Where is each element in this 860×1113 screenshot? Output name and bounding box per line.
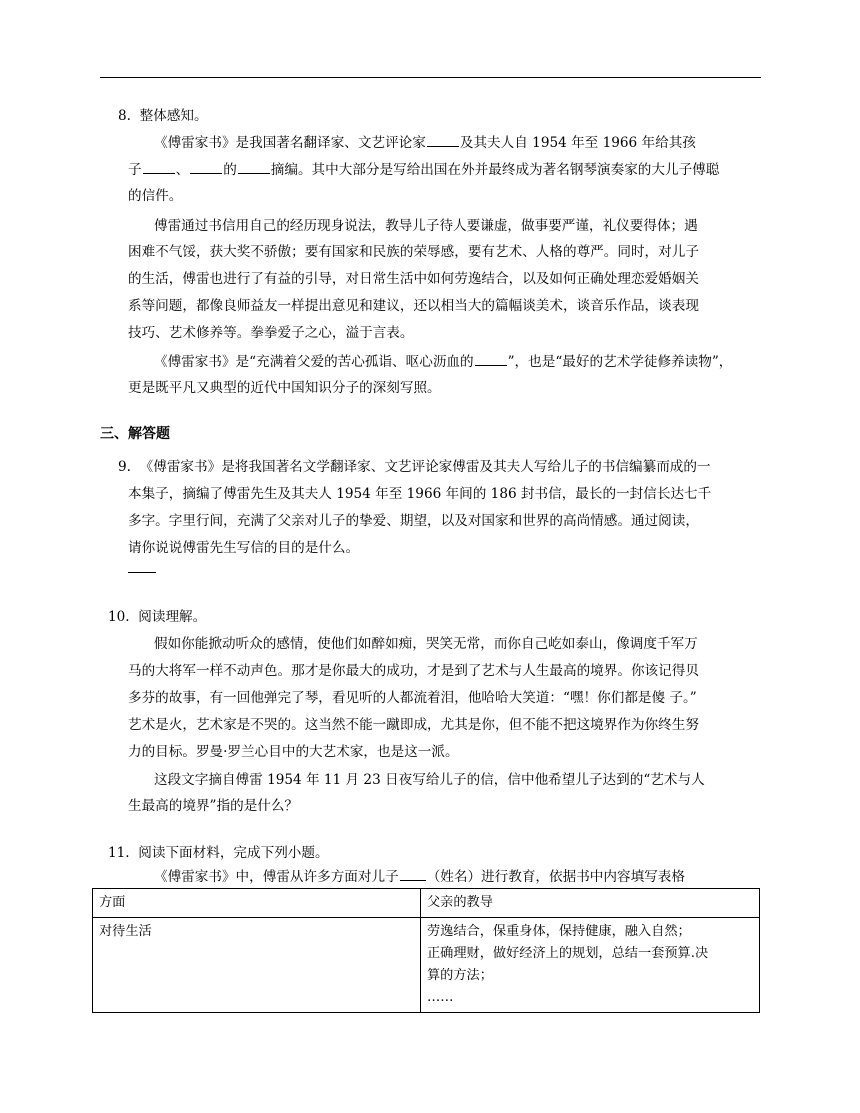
q10-passage-line4: 艺术是火，艺术家是不哭的。这当然不能一蹴即成，尤其是你，但不能不把这境界作为你终生努 [128, 717, 699, 733]
answer-blank[interactable] [238, 158, 270, 174]
header-rule [100, 77, 761, 78]
q10-passage-line2: 马的大将军一样不动声色。那才是你最大的成功，才是到了艺术与人生最高的境界。你该记得贝 [128, 663, 699, 679]
q11-heading [108, 841, 329, 865]
teaching-line: 算的方法； [427, 968, 493, 983]
q8-para2-line1: 傅雷通过书信用自己的经历现身说法，教导儿子待人要谦虚，做事要严谨，礼仪要得体；遇 [154, 218, 698, 234]
answer-blank[interactable] [400, 865, 426, 881]
q8-para1-line3: 的信件。 [128, 188, 183, 204]
q11-title: 阅读下面材料，完成下列小题。 [138, 845, 329, 861]
q8-para2-line5: 技巧、艺术修养等。拳拳爱子之心，溢于言表。 [128, 325, 414, 341]
q8-heading [118, 104, 208, 128]
table-cell-aspect: 对待生活 [93, 918, 421, 1013]
q10-question-line2: 生最高的境界”指的是什么？ [128, 798, 299, 814]
q10-passage-line1: 假如你能掀动听众的感情，使他们如醉如痴，哭笑无常，而你自己屹如泰山，像调度千军万 [154, 636, 698, 652]
q8-text: 、 [175, 162, 190, 178]
q9-answer-blank[interactable] [128, 572, 156, 573]
q9-line1 [118, 455, 711, 479]
teaching-line: …… [427, 990, 454, 1005]
q10-number: 10. [108, 609, 130, 625]
q8-title: 整体感知。 [139, 108, 208, 124]
q8-para1-line1 [154, 131, 696, 155]
q8-text: 子 [128, 162, 142, 178]
q8-text: 的 [223, 162, 237, 178]
q8-text: ”，也是“最好的艺术学徒修养读物”， [507, 354, 733, 370]
table-header-aspect: 方面 [93, 889, 421, 918]
q10-passage-line3: 多芬的故事，有一回他弹完了琴，看见听的人都流着泪，他哈哈大笑道：“嘿！你们都是傻 子。” [128, 690, 697, 706]
q8-text: 摘编。其中大部分是写给出国在外并最终成为著名钢琴演奏家的大儿子傅聪 [270, 162, 720, 178]
q11-table [92, 888, 760, 1013]
section-title: 三、解答题 [100, 426, 170, 442]
answer-blank[interactable] [427, 131, 459, 147]
q9-text: 《傅雷家书》是将我国著名文学翻译家、文艺评论家傅雷及其夫人写给儿子的书信编纂而成的一 [139, 459, 711, 475]
q10-passage-line5: 力的目标。罗曼·罗兰心目中的大艺术家，也是这一派。 [128, 744, 459, 760]
teaching-line: 劳逸结合，保重身体，保持健康，融入自然； [427, 924, 691, 939]
q10-question-line1: 这段文字摘自傅雷 1954 年 11 月 23 日夜写给儿子的信，信中他希望儿子达到的“艺术与人 [154, 772, 705, 788]
q8-para2-line4: 系等问题，都像良师益友一样提出意见和建议，还以相当大的篇幅谈美术，谈音乐作品，谈表现 [128, 298, 699, 314]
table-row [93, 918, 760, 1013]
q8-para3-line1 [154, 350, 732, 374]
teaching-line: 正确理财，做好经济上的规划，总结一套预算.决 [427, 946, 709, 961]
q8-para2-line3: 的生活，傅雷也进行了有益的引导，对日常生活中如何劳逸结合，以及如何正确处理恋爱婚姻关 [128, 271, 699, 287]
table-cell-teaching[interactable] [421, 918, 760, 1013]
q9-line4: 请你说说傅雷先生写信的目的是什么。 [128, 540, 360, 556]
q8-para1-line2 [128, 158, 719, 182]
q8-text: 及其夫人自 1954 年至 1966 年给其孩 [459, 135, 696, 151]
answer-blank[interactable] [190, 158, 222, 174]
q9-line2: 本集子，摘编了傅雷先生及其夫人 1954 年至 1966 年间的 186 封书信，最长的一封信长达七千 [128, 486, 712, 502]
q10-title: 阅读理解。 [138, 609, 207, 625]
q8-number: 8. [118, 108, 131, 124]
q9-number: 9. [118, 459, 131, 475]
answer-blank[interactable] [475, 350, 507, 366]
q8-text: 《傅雷家书》是我国著名翻译家、文艺评论家 [154, 135, 426, 151]
q8-para3-line2: 更是既平凡又典型的近代中国知识分子的深刻写照。 [128, 380, 441, 396]
q10-heading [108, 605, 206, 629]
q11-instruction [154, 865, 685, 889]
q8-para2-line2: 困难不气馁，获大奖不骄傲；要有国家和民族的荣辱感，要有艺术、人格的尊严。同时，对儿子 [128, 244, 699, 260]
q8-text: 《傅雷家书》是“充满着父爱的苦心孤诣、呕心沥血的 [154, 354, 474, 370]
table-header-teaching: 父亲的教导 [421, 889, 760, 918]
answer-blank[interactable] [143, 158, 175, 174]
q11-number: 11. [108, 845, 130, 861]
table-header-row [93, 889, 760, 918]
q9-line3: 多字。字里行间，充满了父亲对儿子的挚爱、期望，以及对国家和世界的高尚情感。通过阅读， [128, 513, 699, 529]
q11-text: （姓名）进行教育，依据书中内容填写表格 [426, 869, 685, 885]
q11-text: 《傅雷家书》中，傅雷从许多方面对儿子 [154, 869, 399, 885]
